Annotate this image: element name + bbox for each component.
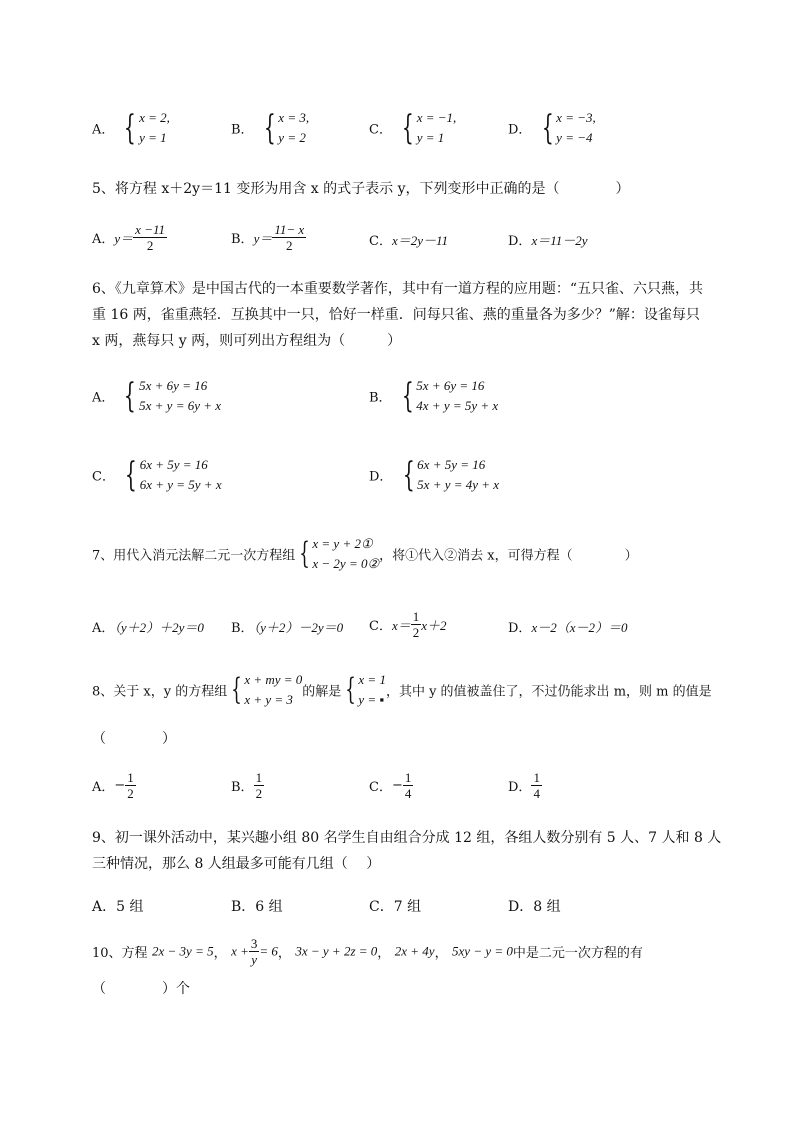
fraction: $\frac{1}{4}$ — [533, 770, 540, 801]
q6-option-b: B． { 5x + 6y = 16 4x + y = 5y + x — [369, 376, 499, 416]
q4-option-b: B． { x = 3, y = 2 — [231, 108, 310, 148]
equation-system: { 6x + 5y = 16 6x + y = 5y + x — [124, 455, 222, 495]
q4-option-c: C． { x = −1, y = 1 — [369, 108, 457, 148]
q9-stem-line2: 三种情况，那么 8 人组最多可能有几组（ ） — [92, 856, 381, 872]
equation-system: { 5x + 6y = 16 4x + y = 5y + x — [401, 376, 499, 416]
equation-system: { 5x + 6y = 16 5x + y = 6y + x — [124, 376, 222, 416]
q5-option-b: B．y＝ $\frac{11- x}{2}$ — [231, 222, 305, 253]
equation-system: { x + my = 0 x + y = 3 — [231, 672, 303, 707]
q9-option-d: D．8 组 — [508, 899, 561, 915]
q7-option-c: C．x＝ $\frac{1}{2}$ x＋2 — [369, 609, 447, 640]
q8-option-b: B． $\frac{1}{2}$ — [231, 770, 263, 801]
q10-stem: 10、方程 2x − 3y = 5， x + $\frac{3}{y}$ = 6， 3x − y + 2z = 0， 2x + 4y， 5xy − y = 0中是二元一次方程的有 — [92, 936, 643, 967]
fraction: $\frac{11- x}{2}$ — [274, 222, 305, 253]
fraction: $\frac{1}{4}$ — [404, 770, 412, 801]
q7-option-b: B．（y＋2）－2y＝0 — [231, 620, 344, 636]
fraction: $\frac{1}{2}$ — [412, 609, 420, 640]
q6-option-c: C． { 6x + 5y = 16 6x + y = 5y + x — [92, 455, 222, 495]
q5-option-a: A．y＝ $\frac{x -11}{2}$ — [92, 222, 165, 253]
fraction: $\frac{1}{2}$ — [127, 770, 134, 801]
q9-option-a: A．5 组 — [92, 899, 144, 915]
fraction: $\frac{x -11}{2}$ — [135, 222, 165, 253]
q9-option-c: C．7 组 — [369, 899, 422, 915]
equation-system: { x = −3, y = −4 — [541, 108, 596, 148]
q6-stem-line3: x 两，燕每只 y 两，则可列出方程组为（ ） — [92, 333, 402, 349]
fraction: $\frac{1}{2}$ — [255, 770, 263, 801]
q5-stem: 5、将方程 x＋2y＝11 变形为用含 x 的式子表示 y，下列变形中正确的是（ ） — [92, 181, 630, 197]
q7-stem: 7、用代入消元法解二元一次方程组 { x = y + 2① x − 2y = 0② ，将①代入②消去 x，可得方程（ ） — [92, 534, 638, 574]
equation-system: { 6x + 5y = 16 5x + y = 4y + x — [402, 455, 500, 495]
q5-option-c: C．x＝2y－11 — [369, 233, 449, 249]
q8-option-a: A．− $\frac{1}{2}$ — [92, 770, 134, 801]
q6-stem-line1: 6、《九章算术》是中国古代的一本重要数学著作，其中有一道方程的应用题：“五只雀、六只燕，共 — [92, 281, 704, 297]
q7-option-a: A．（y＋2）＋2y＝0 — [92, 620, 204, 636]
q8-answer-blank: （ ） — [92, 731, 176, 747]
q9-option-b: B．6 组 — [231, 899, 283, 915]
q9-stem-line1: 9、初一课外活动中，某兴趣小组 80 名学生自由组合分成 12 组，各组人数分别有 5 人、7 人和 8 人 — [92, 830, 722, 846]
equation-system: { x = 3, y = 2 — [263, 108, 310, 148]
q8-option-c: C．− $\frac{1}{4}$ — [369, 770, 412, 801]
q4-option-a: A． { x = 2, y = 1 — [92, 108, 170, 148]
q7-option-d: D．x－2（x－2）＝0 — [508, 620, 628, 636]
equation-system: { x = 2, y = 1 — [124, 108, 170, 148]
q8-stem: 8、关于 x，y 的方程组 { x + my = 0 x + y = 3 的解是 { x = 1 y = ▪ ，其中 y 的值被盖住了，不过仍能求出 m，则 m 的值是 — [92, 670, 712, 710]
q6-stem-line2: 重 16 两，雀重燕轻．互换其中一只，恰好一样重．问每只雀、燕的重量各为多少？”解：设雀每只 — [92, 307, 700, 323]
solution-system: { x = 1 y = ▪ — [345, 672, 386, 707]
q5-option-d: D．x＝11－2y — [508, 233, 588, 249]
equation-system: { x = y + 2① x − 2y = 0② — [299, 536, 380, 571]
equation-system: { x = −1, y = 1 — [401, 108, 457, 148]
q8-option-d: D． $\frac{1}{4}$ — [508, 770, 540, 801]
q4-option-d: D． { x = −3, y = −4 — [508, 108, 596, 148]
q6-option-d: D． { 6x + 5y = 16 5x + y = 4y + x — [369, 455, 500, 495]
q10-answer-blank: （ ）个 — [92, 981, 190, 997]
fraction: $\frac{3}{y}$ — [250, 936, 258, 967]
q6-option-a: A． { 5x + 6y = 16 5x + y = 6y + x — [92, 376, 222, 416]
